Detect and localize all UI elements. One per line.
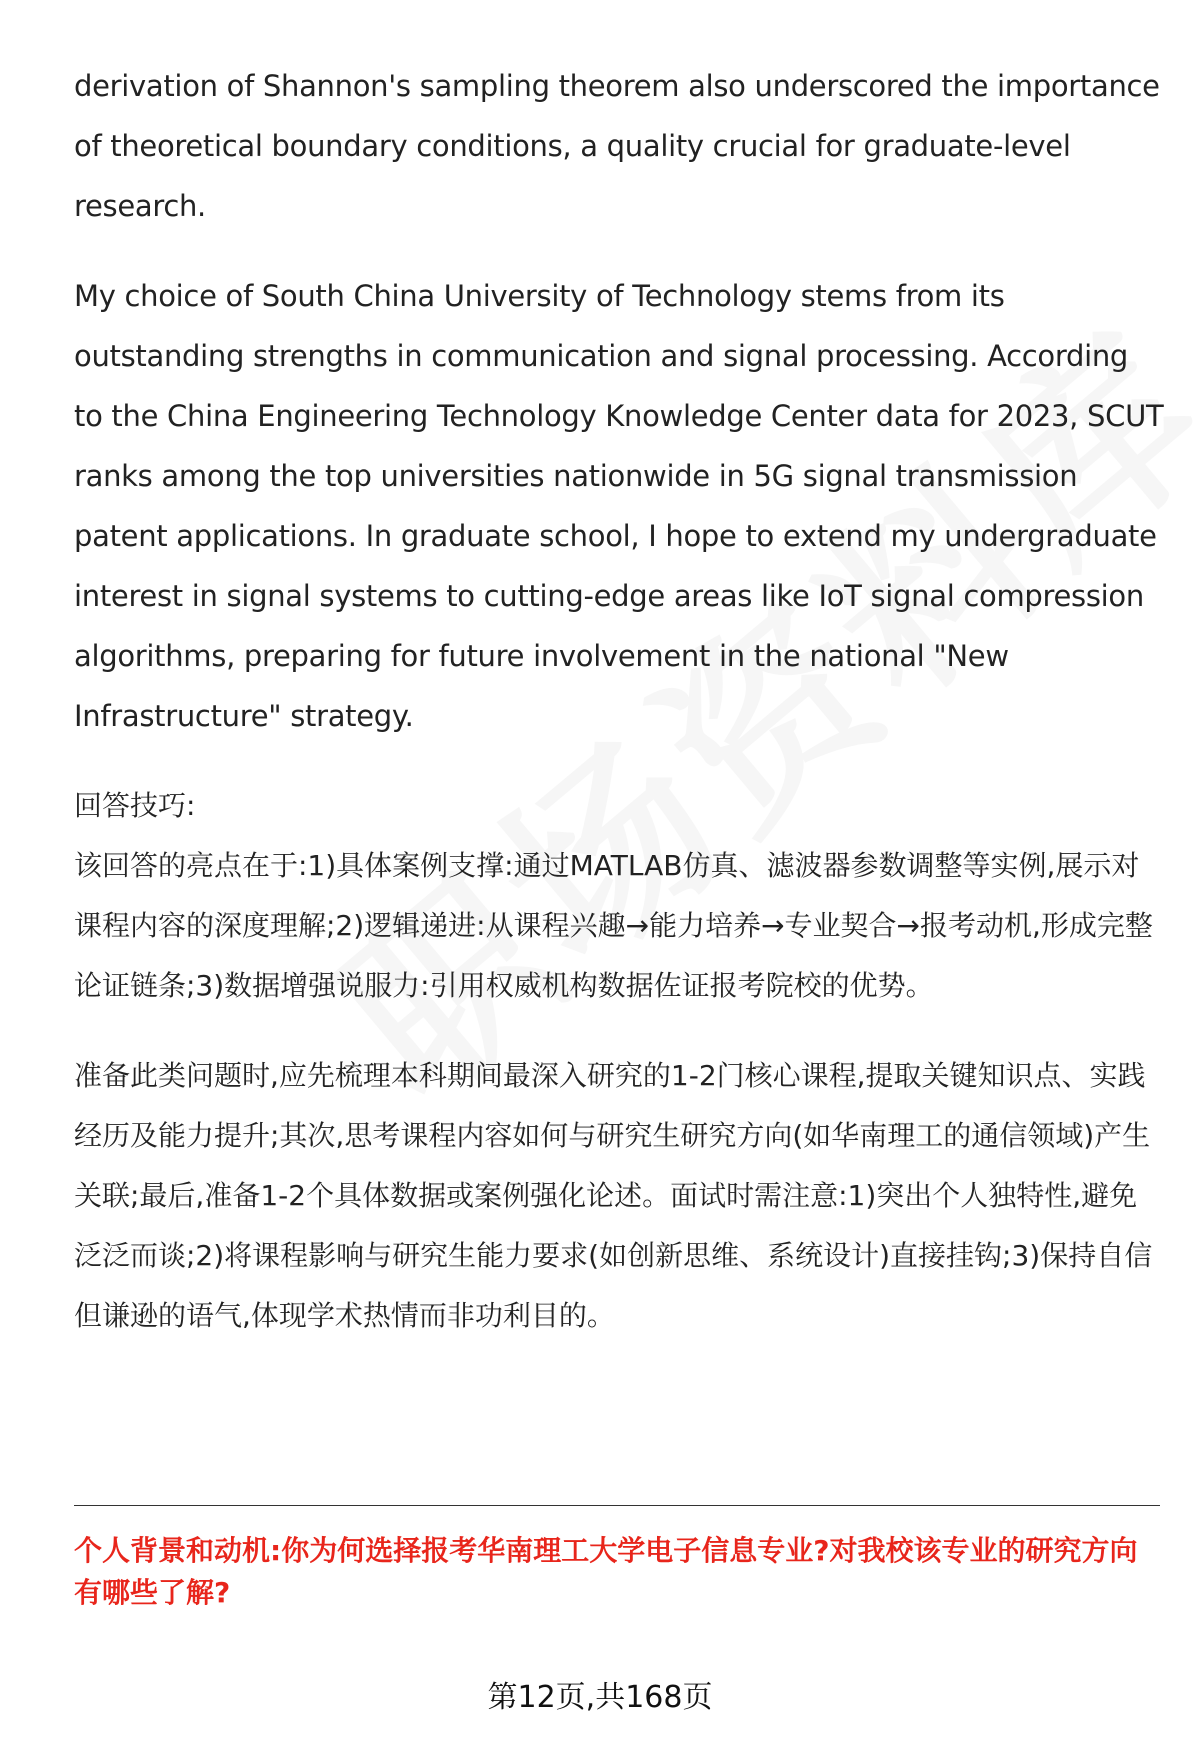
paragraph-gap: [74, 1016, 1164, 1046]
main-content: [74, 56, 1164, 1346]
tips-paragraph-2: 准备此类问题时,应先梳理本科期间最深入研究的1-2门核心课程,提取关键知识点、实践经历及能力提升;其次,思考课程内容如何与研究生研究方向(如华南理工的通信领域)产生关联;最后,准备1-2个具体数据或案例强化论述。面试时需注意:1)突出个人独特性,避免泛泛而谈;2)将课程影响与研究生能力要求(如创新思维、系统设计)直接挂钩;3)保持自信但谦逊的语气,体现学术热情而非功利目的。: [74, 1059, 1153, 1332]
english-paragraph-2: My choice of South China University of Technology stems from its outstanding strengths in communication and signal processing. According to the China Engineering Technology Knowledge Center data for 2023, SCUT ranks among the top universities nationwide in 5G signal transmission patent applications. In graduate school, I hope to extend my undergraduate interest in signal systems to cutting-edge areas like IoT signal compression algorithms, preparing for future involvement in the national "New Infrastructure" strategy.: [74, 279, 1164, 733]
tips-paragraph-1: 该回答的亮点在于:1)具体案例支撑:通过MATLAB仿真、滤波器参数调整等实例,展示对课程内容的深度理解;2)逻辑递进:从课程兴趣→能力培养→专业契合→报考动机,形成完整论证链条;3)数据增强说服力:引用权威机构数据佐证报考院校的优势。: [74, 849, 1153, 1002]
page-footer: 第12页,共168页: [487, 1680, 713, 1715]
english-paragraph-1: derivation of Shannon's sampling theorem also underscored the importance of theoretical boundary conditions, a quality crucial for graduate-level research.: [74, 69, 1160, 223]
next-question-heading: 个人背景和动机:你为何选择报考华南理工大学电子信息专业?对我校该专业的研究方向有哪些了解?: [74, 1534, 1138, 1609]
tips-title: 回答技巧:: [74, 789, 196, 822]
section-divider: [74, 1505, 1160, 1506]
